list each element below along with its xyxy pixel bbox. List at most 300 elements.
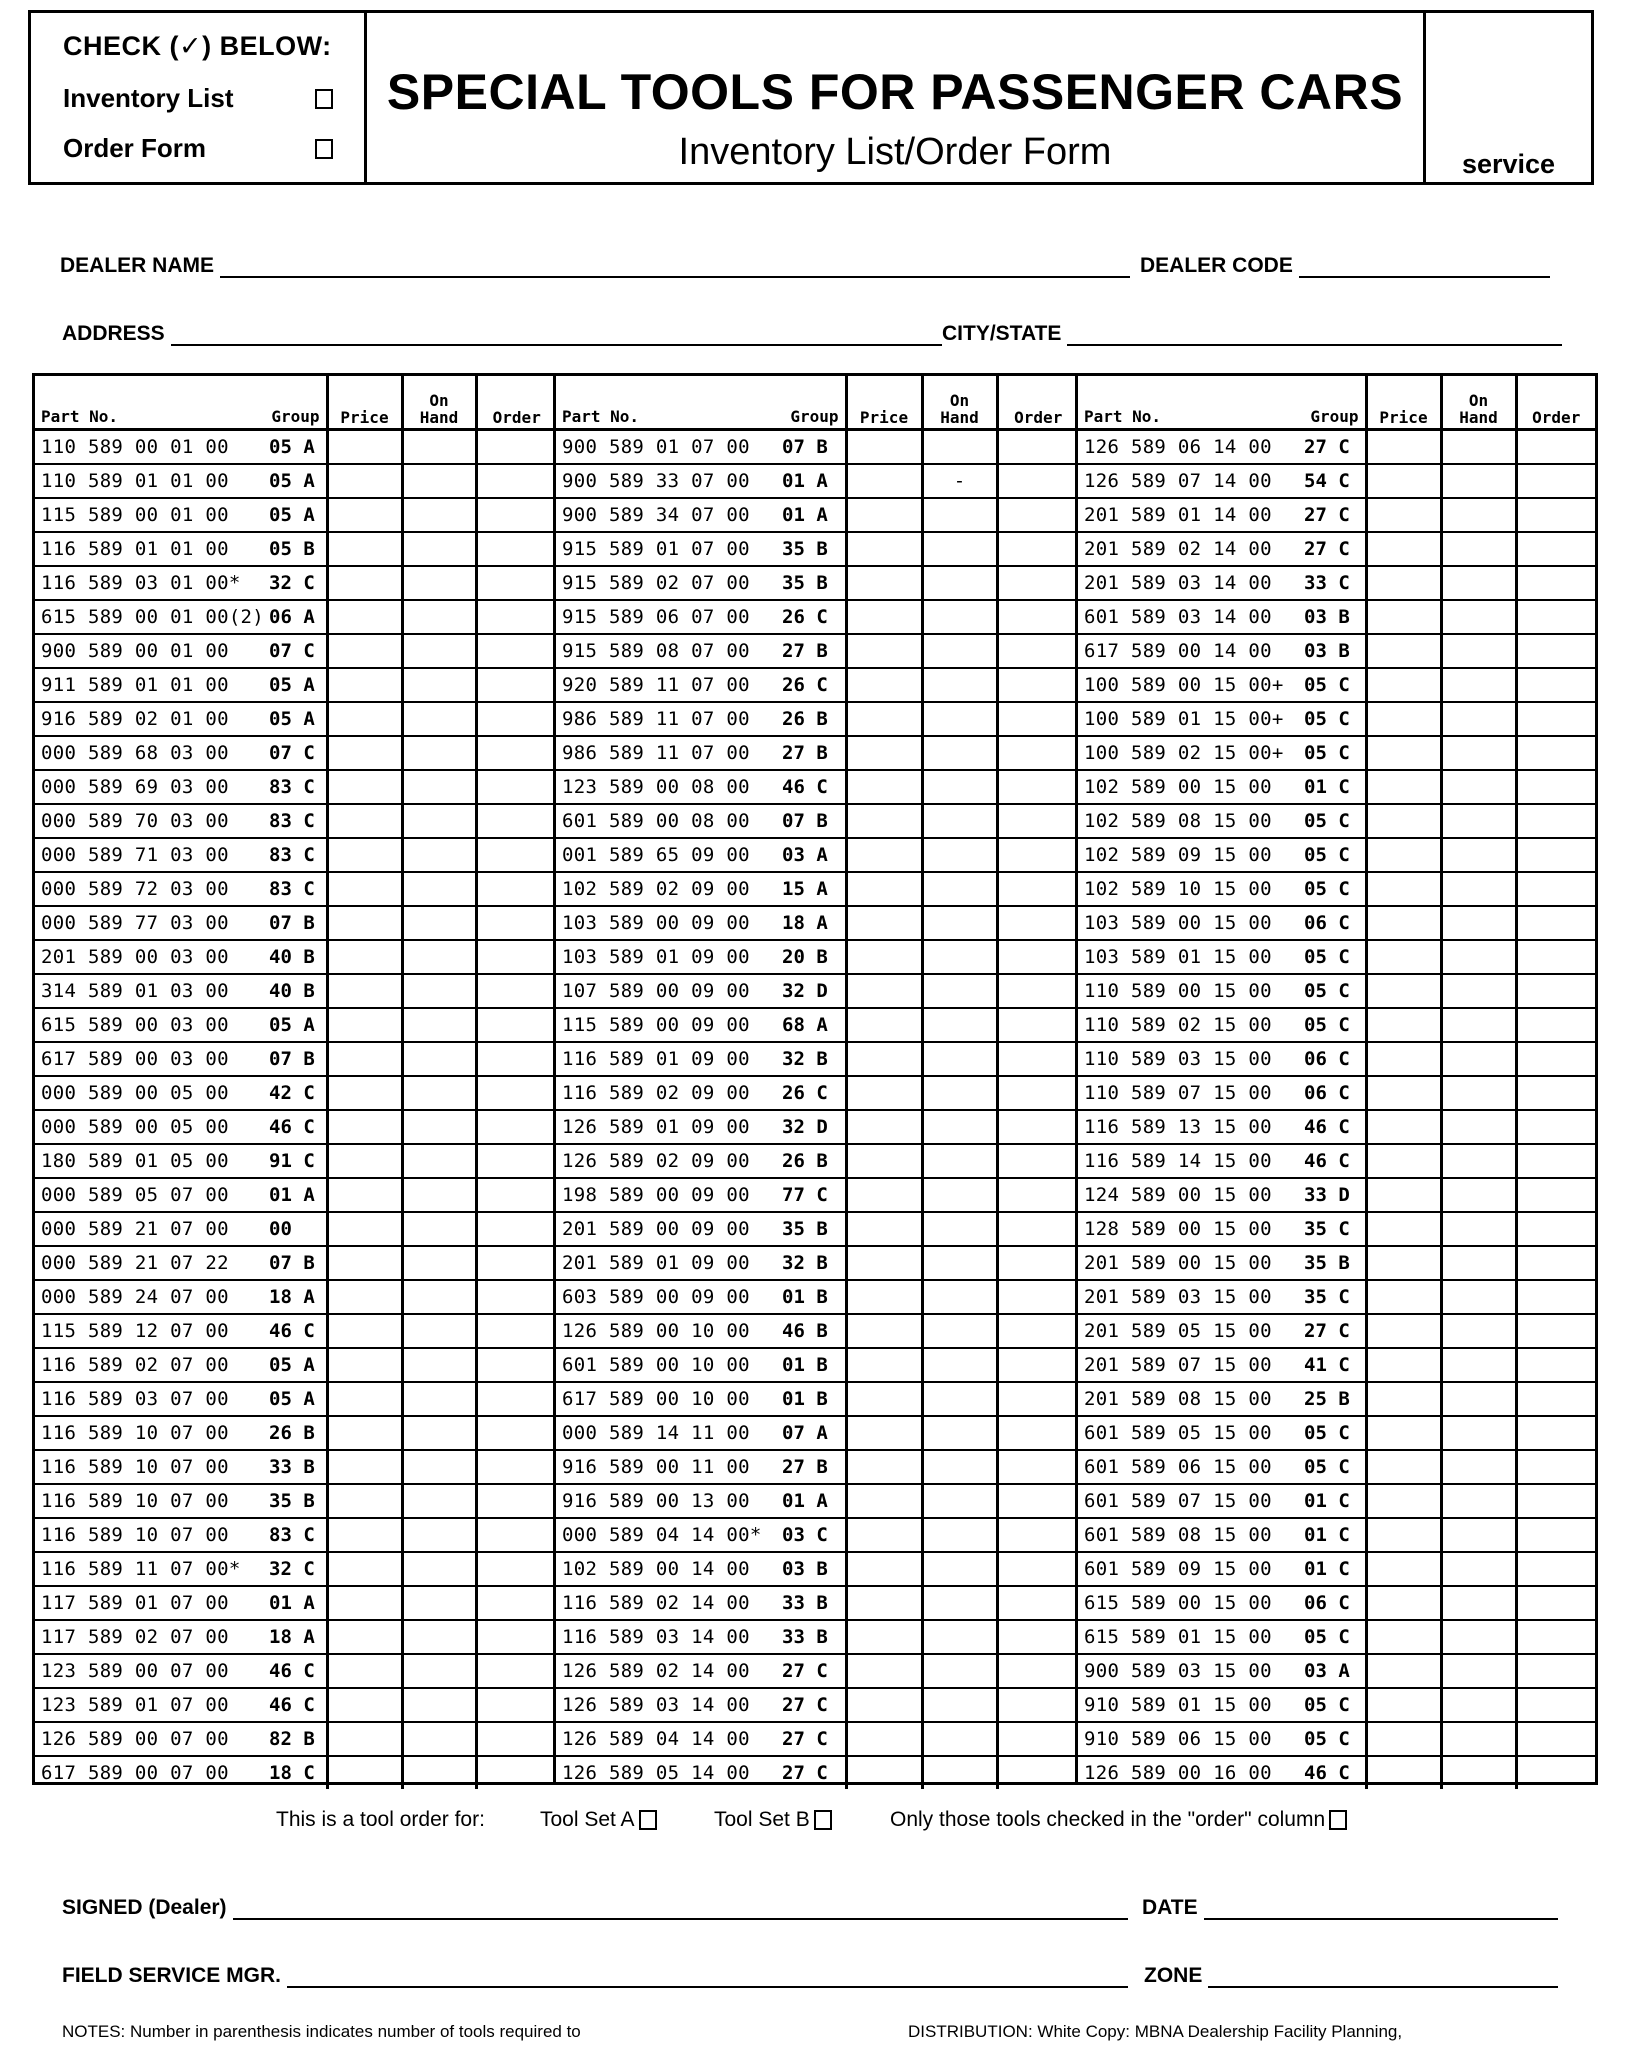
price-input-cell[interactable] — [1366, 1484, 1441, 1518]
on-hand-input-cell[interactable] — [1441, 1382, 1516, 1416]
price-input-cell[interactable] — [1366, 1042, 1441, 1076]
on-hand-input-cell[interactable] — [402, 1552, 476, 1586]
price-input-cell[interactable] — [327, 1246, 402, 1280]
price-input-cell[interactable] — [1366, 566, 1441, 600]
order-input-cell[interactable] — [1516, 430, 1595, 465]
on-hand-input-cell[interactable] — [922, 430, 997, 465]
zone-field[interactable] — [1144, 1964, 1558, 1988]
order-input-cell[interactable] — [1516, 464, 1595, 498]
date-field[interactable] — [1142, 1896, 1558, 1920]
order-input-cell[interactable] — [997, 1144, 1078, 1178]
address-field[interactable] — [62, 322, 942, 346]
on-hand-input-cell[interactable] — [922, 600, 997, 634]
order-input-cell[interactable] — [997, 430, 1078, 465]
price-input-cell[interactable] — [846, 464, 922, 498]
price-input-cell[interactable] — [846, 1110, 922, 1144]
on-hand-input-cell[interactable] — [1441, 770, 1516, 804]
on-hand-input-cell[interactable] — [1441, 1042, 1516, 1076]
on-hand-input-cell[interactable] — [922, 1620, 997, 1654]
order-input-cell[interactable] — [997, 1042, 1078, 1076]
order-input-cell[interactable] — [997, 566, 1078, 600]
order-input-cell[interactable] — [1516, 804, 1595, 838]
order-input-cell[interactable] — [997, 532, 1078, 566]
order-input-cell[interactable] — [997, 1212, 1078, 1246]
dealer-code-input[interactable] — [1299, 256, 1550, 278]
on-hand-input-cell[interactable] — [1441, 838, 1516, 872]
on-hand-input-cell[interactable] — [402, 566, 476, 600]
price-input-cell[interactable] — [846, 702, 922, 736]
on-hand-input-cell[interactable] — [1441, 1620, 1516, 1654]
on-hand-input-cell[interactable] — [402, 498, 476, 532]
order-input-cell[interactable] — [997, 1246, 1078, 1280]
city-state-field[interactable] — [942, 322, 1562, 346]
price-input-cell[interactable] — [1366, 1212, 1441, 1246]
price-input-cell[interactable] — [327, 838, 402, 872]
on-hand-input-cell[interactable] — [1441, 1178, 1516, 1212]
price-input-cell[interactable] — [327, 430, 402, 465]
on-hand-input-cell[interactable] — [1441, 634, 1516, 668]
price-input-cell[interactable] — [846, 940, 922, 974]
order-input-cell[interactable] — [1516, 1314, 1595, 1348]
on-hand-input-cell[interactable] — [402, 600, 476, 634]
price-input-cell[interactable] — [846, 1178, 922, 1212]
on-hand-input-cell[interactable] — [1441, 668, 1516, 702]
price-input-cell[interactable] — [1366, 736, 1441, 770]
order-input-cell[interactable] — [1516, 702, 1595, 736]
on-hand-input-cell[interactable] — [1441, 872, 1516, 906]
order-input-cell[interactable] — [476, 668, 556, 702]
order-input-cell[interactable] — [1516, 532, 1595, 566]
on-hand-input-cell[interactable] — [402, 906, 476, 940]
order-input-cell[interactable] — [1516, 1722, 1595, 1756]
on-hand-input-cell[interactable] — [922, 1246, 997, 1280]
price-input-cell[interactable] — [327, 498, 402, 532]
order-input-cell[interactable] — [997, 1654, 1078, 1688]
price-input-cell[interactable] — [846, 974, 922, 1008]
on-hand-input-cell[interactable] — [402, 430, 476, 465]
price-input-cell[interactable] — [846, 1450, 922, 1484]
order-input-cell[interactable] — [997, 1348, 1078, 1382]
price-input-cell[interactable] — [846, 770, 922, 804]
on-hand-input-cell[interactable] — [1441, 702, 1516, 736]
on-hand-input-cell[interactable] — [1441, 1246, 1516, 1280]
price-input-cell[interactable] — [846, 1212, 922, 1246]
order-input-cell[interactable] — [476, 872, 556, 906]
order-input-cell[interactable] — [997, 1076, 1078, 1110]
on-hand-input-cell[interactable] — [1441, 600, 1516, 634]
order-input-cell[interactable] — [997, 1280, 1078, 1314]
on-hand-input-cell[interactable] — [402, 1416, 476, 1450]
price-input-cell[interactable] — [1366, 1756, 1441, 1789]
order-input-cell[interactable] — [997, 668, 1078, 702]
order-input-cell[interactable] — [1516, 1110, 1595, 1144]
on-hand-input-cell[interactable]: - — [922, 464, 997, 498]
order-input-cell[interactable] — [476, 566, 556, 600]
price-input-cell[interactable] — [846, 566, 922, 600]
city-state-input[interactable] — [1067, 324, 1562, 346]
price-input-cell[interactable] — [327, 600, 402, 634]
price-input-cell[interactable] — [846, 668, 922, 702]
on-hand-input-cell[interactable] — [402, 1348, 476, 1382]
order-input-cell[interactable] — [476, 532, 556, 566]
price-input-cell[interactable] — [846, 1076, 922, 1110]
price-input-cell[interactable] — [846, 1620, 922, 1654]
price-input-cell[interactable] — [1366, 1314, 1441, 1348]
order-input-cell[interactable] — [476, 1586, 556, 1620]
price-input-cell[interactable] — [846, 1756, 922, 1789]
on-hand-input-cell[interactable] — [922, 1382, 997, 1416]
on-hand-input-cell[interactable] — [922, 532, 997, 566]
inventory-list-checkbox[interactable] — [315, 89, 333, 109]
order-input-cell[interactable] — [997, 838, 1078, 872]
on-hand-input-cell[interactable] — [402, 1518, 476, 1552]
on-hand-input-cell[interactable] — [1441, 1348, 1516, 1382]
on-hand-input-cell[interactable] — [402, 464, 476, 498]
on-hand-input-cell[interactable] — [1441, 1722, 1516, 1756]
order-input-cell[interactable] — [997, 736, 1078, 770]
on-hand-input-cell[interactable] — [1441, 1654, 1516, 1688]
price-input-cell[interactable] — [327, 1484, 402, 1518]
on-hand-input-cell[interactable] — [922, 1484, 997, 1518]
order-input-cell[interactable] — [1516, 1144, 1595, 1178]
price-input-cell[interactable] — [327, 1688, 402, 1722]
price-input-cell[interactable] — [327, 1008, 402, 1042]
order-input-cell[interactable] — [1516, 600, 1595, 634]
on-hand-input-cell[interactable] — [922, 804, 997, 838]
price-input-cell[interactable] — [1366, 1586, 1441, 1620]
price-input-cell[interactable] — [1366, 1722, 1441, 1756]
order-input-cell[interactable] — [476, 498, 556, 532]
order-input-cell[interactable] — [1516, 1586, 1595, 1620]
on-hand-input-cell[interactable] — [1441, 498, 1516, 532]
order-input-cell[interactable] — [997, 1314, 1078, 1348]
order-input-cell[interactable] — [997, 1756, 1078, 1789]
on-hand-input-cell[interactable] — [1441, 532, 1516, 566]
price-input-cell[interactable] — [327, 770, 402, 804]
order-input-cell[interactable] — [1516, 1484, 1595, 1518]
tool-set-b-option[interactable] — [714, 1808, 832, 1832]
price-input-cell[interactable] — [1366, 1382, 1441, 1416]
price-input-cell[interactable] — [1366, 1144, 1441, 1178]
on-hand-input-cell[interactable] — [402, 1620, 476, 1654]
price-input-cell[interactable] — [327, 736, 402, 770]
on-hand-input-cell[interactable] — [922, 1144, 997, 1178]
price-input-cell[interactable] — [327, 634, 402, 668]
price-input-cell[interactable] — [1366, 702, 1441, 736]
price-input-cell[interactable] — [327, 1586, 402, 1620]
on-hand-input-cell[interactable] — [922, 1722, 997, 1756]
price-input-cell[interactable] — [846, 872, 922, 906]
price-input-cell[interactable] — [327, 1348, 402, 1382]
price-input-cell[interactable] — [846, 1280, 922, 1314]
on-hand-input-cell[interactable] — [922, 974, 997, 1008]
order-input-cell[interactable] — [997, 498, 1078, 532]
order-input-cell[interactable] — [476, 804, 556, 838]
order-input-cell[interactable] — [1516, 1688, 1595, 1722]
on-hand-input-cell[interactable] — [402, 1586, 476, 1620]
price-input-cell[interactable] — [327, 1552, 402, 1586]
price-input-cell[interactable] — [846, 1382, 922, 1416]
price-input-cell[interactable] — [846, 1722, 922, 1756]
on-hand-input-cell[interactable] — [402, 838, 476, 872]
order-input-cell[interactable] — [1516, 872, 1595, 906]
price-input-cell[interactable] — [846, 430, 922, 465]
price-input-cell[interactable] — [1366, 804, 1441, 838]
order-input-cell[interactable] — [997, 1008, 1078, 1042]
order-input-cell[interactable] — [997, 1586, 1078, 1620]
order-input-cell[interactable] — [997, 1620, 1078, 1654]
order-input-cell[interactable] — [1516, 668, 1595, 702]
order-input-cell[interactable] — [476, 634, 556, 668]
on-hand-input-cell[interactable] — [402, 1450, 476, 1484]
on-hand-input-cell[interactable] — [402, 1178, 476, 1212]
order-input-cell[interactable] — [476, 1348, 556, 1382]
price-input-cell[interactable] — [846, 1042, 922, 1076]
order-input-cell[interactable] — [1516, 940, 1595, 974]
price-input-cell[interactable] — [1366, 1450, 1441, 1484]
order-input-cell[interactable] — [1516, 906, 1595, 940]
order-input-cell[interactable] — [476, 1382, 556, 1416]
price-input-cell[interactable] — [1366, 1246, 1441, 1280]
dealer-name-input[interactable] — [220, 256, 1130, 278]
order-input-cell[interactable] — [1516, 566, 1595, 600]
on-hand-input-cell[interactable] — [1441, 1450, 1516, 1484]
on-hand-input-cell[interactable] — [922, 1518, 997, 1552]
on-hand-input-cell[interactable] — [1441, 906, 1516, 940]
order-input-cell[interactable] — [476, 702, 556, 736]
price-input-cell[interactable] — [846, 532, 922, 566]
price-input-cell[interactable] — [846, 1246, 922, 1280]
on-hand-input-cell[interactable] — [922, 668, 997, 702]
order-input-cell[interactable] — [1516, 1042, 1595, 1076]
on-hand-input-cell[interactable] — [402, 736, 476, 770]
on-hand-input-cell[interactable] — [922, 1178, 997, 1212]
on-hand-input-cell[interactable] — [922, 1076, 997, 1110]
order-input-cell[interactable] — [1516, 770, 1595, 804]
order-input-cell[interactable] — [476, 1280, 556, 1314]
on-hand-input-cell[interactable] — [402, 804, 476, 838]
order-input-cell[interactable] — [997, 600, 1078, 634]
price-input-cell[interactable] — [1366, 872, 1441, 906]
order-input-cell[interactable] — [476, 1484, 556, 1518]
order-input-cell[interactable] — [476, 1212, 556, 1246]
on-hand-input-cell[interactable] — [402, 1756, 476, 1789]
order-input-cell[interactable] — [997, 872, 1078, 906]
price-input-cell[interactable] — [846, 1348, 922, 1382]
price-input-cell[interactable] — [327, 1280, 402, 1314]
price-input-cell[interactable] — [846, 1654, 922, 1688]
order-input-cell[interactable] — [997, 1688, 1078, 1722]
price-input-cell[interactable] — [846, 1416, 922, 1450]
order-input-cell[interactable] — [1516, 974, 1595, 1008]
order-input-cell[interactable] — [476, 1552, 556, 1586]
order-column-only-checkbox[interactable] — [1329, 1810, 1347, 1830]
price-input-cell[interactable] — [846, 1484, 922, 1518]
order-input-cell[interactable] — [997, 974, 1078, 1008]
price-input-cell[interactable] — [846, 498, 922, 532]
order-input-cell[interactable] — [476, 1314, 556, 1348]
price-input-cell[interactable] — [1366, 1654, 1441, 1688]
price-input-cell[interactable] — [1366, 532, 1441, 566]
order-input-cell[interactable] — [1516, 1348, 1595, 1382]
on-hand-input-cell[interactable] — [1441, 1110, 1516, 1144]
order-input-cell[interactable] — [997, 1484, 1078, 1518]
price-input-cell[interactable] — [1366, 906, 1441, 940]
on-hand-input-cell[interactable] — [402, 872, 476, 906]
price-input-cell[interactable] — [1366, 1416, 1441, 1450]
order-input-cell[interactable] — [476, 1008, 556, 1042]
price-input-cell[interactable] — [1366, 1518, 1441, 1552]
order-input-cell[interactable] — [997, 1382, 1078, 1416]
price-input-cell[interactable] — [327, 1110, 402, 1144]
price-input-cell[interactable] — [327, 1314, 402, 1348]
on-hand-input-cell[interactable] — [1441, 1518, 1516, 1552]
price-input-cell[interactable] — [327, 1416, 402, 1450]
order-input-cell[interactable] — [476, 1042, 556, 1076]
on-hand-input-cell[interactable] — [922, 1280, 997, 1314]
tool-set-b-checkbox[interactable] — [814, 1810, 832, 1830]
on-hand-input-cell[interactable] — [922, 498, 997, 532]
price-input-cell[interactable] — [1366, 770, 1441, 804]
order-input-cell[interactable] — [997, 804, 1078, 838]
order-input-cell[interactable] — [476, 1518, 556, 1552]
dealer-name-field[interactable] — [60, 254, 1130, 278]
on-hand-input-cell[interactable] — [922, 770, 997, 804]
price-input-cell[interactable] — [1366, 634, 1441, 668]
on-hand-input-cell[interactable] — [1441, 1314, 1516, 1348]
order-input-cell[interactable] — [476, 906, 556, 940]
signed-dealer-field[interactable] — [62, 1896, 1128, 1920]
price-input-cell[interactable] — [327, 1076, 402, 1110]
on-hand-input-cell[interactable] — [402, 1280, 476, 1314]
on-hand-input-cell[interactable] — [1441, 736, 1516, 770]
zone-input[interactable] — [1208, 1966, 1558, 1988]
order-input-cell[interactable] — [1516, 1756, 1595, 1789]
price-input-cell[interactable] — [327, 532, 402, 566]
order-input-cell[interactable] — [1516, 1518, 1595, 1552]
order-input-cell[interactable] — [1516, 1450, 1595, 1484]
price-input-cell[interactable] — [327, 1620, 402, 1654]
order-input-cell[interactable] — [1516, 498, 1595, 532]
order-input-cell[interactable] — [1516, 1008, 1595, 1042]
on-hand-input-cell[interactable] — [1441, 974, 1516, 1008]
on-hand-input-cell[interactable] — [1441, 1144, 1516, 1178]
on-hand-input-cell[interactable] — [402, 1382, 476, 1416]
on-hand-input-cell[interactable] — [1441, 566, 1516, 600]
price-input-cell[interactable] — [327, 464, 402, 498]
on-hand-input-cell[interactable] — [1441, 1586, 1516, 1620]
order-input-cell[interactable] — [476, 1178, 556, 1212]
order-input-cell[interactable] — [1516, 1382, 1595, 1416]
price-input-cell[interactable] — [327, 906, 402, 940]
price-input-cell[interactable] — [846, 1518, 922, 1552]
price-input-cell[interactable] — [1366, 430, 1441, 465]
order-input-cell[interactable] — [476, 838, 556, 872]
order-input-cell[interactable] — [1516, 1246, 1595, 1280]
on-hand-input-cell[interactable] — [922, 1348, 997, 1382]
on-hand-input-cell[interactable] — [402, 940, 476, 974]
order-input-cell[interactable] — [476, 430, 556, 465]
price-input-cell[interactable] — [1366, 600, 1441, 634]
order-input-cell[interactable] — [1516, 1552, 1595, 1586]
price-input-cell[interactable] — [1366, 838, 1441, 872]
price-input-cell[interactable] — [327, 1382, 402, 1416]
on-hand-input-cell[interactable] — [922, 1450, 997, 1484]
on-hand-input-cell[interactable] — [922, 1654, 997, 1688]
price-input-cell[interactable] — [1366, 1552, 1441, 1586]
price-input-cell[interactable] — [327, 1212, 402, 1246]
on-hand-input-cell[interactable] — [1441, 1756, 1516, 1789]
order-input-cell[interactable] — [476, 1110, 556, 1144]
order-input-cell[interactable] — [476, 770, 556, 804]
inventory-list-option[interactable] — [63, 83, 333, 114]
order-input-cell[interactable] — [476, 464, 556, 498]
on-hand-input-cell[interactable] — [1441, 1552, 1516, 1586]
price-input-cell[interactable] — [846, 1144, 922, 1178]
price-input-cell[interactable] — [1366, 1178, 1441, 1212]
on-hand-input-cell[interactable] — [402, 1484, 476, 1518]
on-hand-input-cell[interactable] — [922, 1552, 997, 1586]
on-hand-input-cell[interactable] — [922, 838, 997, 872]
on-hand-input-cell[interactable] — [1441, 1280, 1516, 1314]
on-hand-input-cell[interactable] — [922, 940, 997, 974]
on-hand-input-cell[interactable] — [402, 532, 476, 566]
on-hand-input-cell[interactable] — [402, 1110, 476, 1144]
price-input-cell[interactable] — [1366, 1348, 1441, 1382]
price-input-cell[interactable] — [846, 1552, 922, 1586]
order-input-cell[interactable] — [476, 940, 556, 974]
on-hand-input-cell[interactable] — [402, 974, 476, 1008]
price-input-cell[interactable] — [1366, 464, 1441, 498]
price-input-cell[interactable] — [327, 1042, 402, 1076]
price-input-cell[interactable] — [846, 1314, 922, 1348]
on-hand-input-cell[interactable] — [922, 1688, 997, 1722]
price-input-cell[interactable] — [846, 906, 922, 940]
on-hand-input-cell[interactable] — [1441, 1688, 1516, 1722]
on-hand-input-cell[interactable] — [1441, 1008, 1516, 1042]
price-input-cell[interactable] — [327, 566, 402, 600]
order-input-cell[interactable] — [997, 1110, 1078, 1144]
order-input-cell[interactable] — [1516, 838, 1595, 872]
on-hand-input-cell[interactable] — [1441, 1076, 1516, 1110]
on-hand-input-cell[interactable] — [1441, 1416, 1516, 1450]
order-input-cell[interactable] — [476, 974, 556, 1008]
order-input-cell[interactable] — [476, 1144, 556, 1178]
order-input-cell[interactable] — [476, 1620, 556, 1654]
price-input-cell[interactable] — [1366, 498, 1441, 532]
on-hand-input-cell[interactable] — [402, 1722, 476, 1756]
order-input-cell[interactable] — [476, 1722, 556, 1756]
order-input-cell[interactable] — [476, 1416, 556, 1450]
price-input-cell[interactable] — [1366, 940, 1441, 974]
order-input-cell[interactable] — [997, 1518, 1078, 1552]
on-hand-input-cell[interactable] — [1441, 464, 1516, 498]
on-hand-input-cell[interactable] — [402, 702, 476, 736]
on-hand-input-cell[interactable] — [922, 634, 997, 668]
order-input-cell[interactable] — [997, 1722, 1078, 1756]
order-input-cell[interactable] — [1516, 1416, 1595, 1450]
price-input-cell[interactable] — [327, 1654, 402, 1688]
on-hand-input-cell[interactable] — [922, 1110, 997, 1144]
order-input-cell[interactable] — [476, 1450, 556, 1484]
price-input-cell[interactable] — [846, 634, 922, 668]
price-input-cell[interactable] — [327, 1450, 402, 1484]
order-input-cell[interactable] — [476, 1654, 556, 1688]
price-input-cell[interactable] — [327, 872, 402, 906]
price-input-cell[interactable] — [327, 974, 402, 1008]
order-input-cell[interactable] — [997, 634, 1078, 668]
on-hand-input-cell[interactable] — [922, 1756, 997, 1789]
